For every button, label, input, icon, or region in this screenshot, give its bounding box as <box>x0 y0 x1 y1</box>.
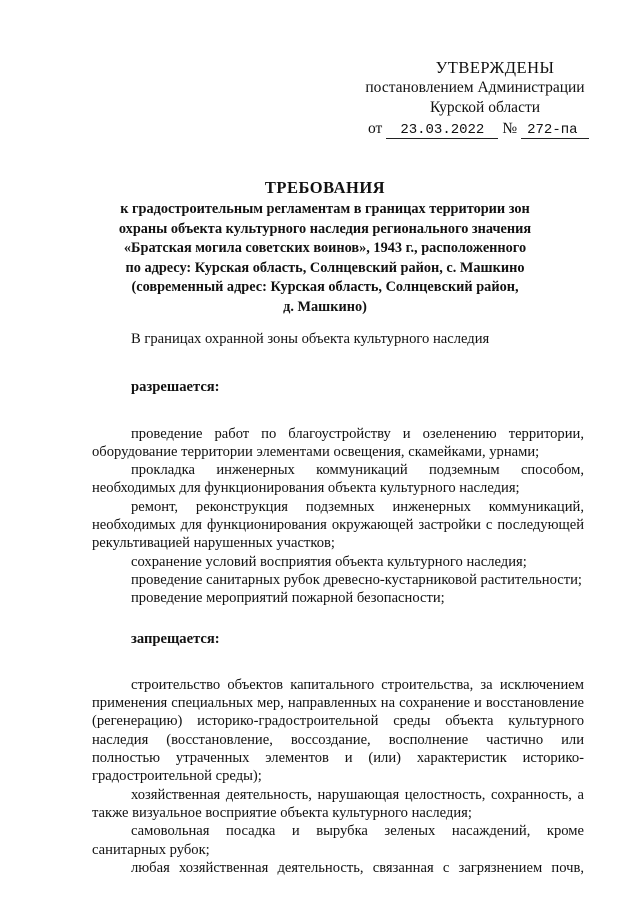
approval-date-line <box>368 119 590 139</box>
approval-stamp <box>360 58 590 139</box>
heading-line: к градостроительным регламентам в границах территории зон <box>120 201 530 217</box>
document-title: ТРЕБОВАНИЯ <box>264 178 386 197</box>
heading-line: по адресу: Курская область, Солнцевский район, с. Машкино <box>125 259 525 276</box>
allowed-item: проведение работ по благоустройству и озеленению территории, оборудование территории элементами освещения, скамейками, урнами; <box>92 425 584 460</box>
allowed-item: проведение мероприятий пожарной безопасности; <box>131 590 445 607</box>
allowed-item: проведение санитарных рубок древесно-кустарниковой растительности; <box>131 571 582 588</box>
document-body <box>92 330 584 877</box>
heading-line: (современный адрес: Курская область, Солнцевский район, <box>131 279 519 296</box>
heading-line: д. Машкино) <box>283 298 367 315</box>
date-prefix: от <box>368 120 383 137</box>
allowed-heading: разрешается: <box>131 379 220 396</box>
approval-date: 23.03.2022 <box>386 122 498 139</box>
heading-line: «Братская могила советских воинов», 1943 г., расположенного <box>123 240 527 257</box>
allowed-item: сохранение условий восприятия объекта культурного наследия; <box>131 553 527 570</box>
number-prefix: № <box>502 120 518 137</box>
forbidden-item: строительство объектов капитального строительства, за исключением применения специальных мер, направленных на сохранение и восстановление (регенерацию) историко-градостроительной среды объекта культурного наследия (восстановление, воссоздание, восполнение частично или полностью утраченных элементов и (или) характеристик историко-градостроительной среды); <box>92 676 584 785</box>
allowed-item: ремонт, реконструкция подземных инженерных коммуникаций, необходимых для функционирования окружающей застройки с последующей рекультивацией нарушенных участков; <box>92 498 584 552</box>
approval-title: УТВЕРЖДЕНЫ <box>435 58 555 77</box>
forbidden-item: любая хозяйственная деятельность, связанная с загрязнением почв, <box>131 859 584 876</box>
forbidden-item: самовольная посадка и вырубка зеленых насаждений, кроме санитарных рубок; <box>92 823 584 858</box>
document-heading <box>90 176 560 318</box>
approval-number: 272-па <box>521 122 589 139</box>
allowed-item: прокладка инженерных коммуникаций подземным способом, необходимых для функционирования объекта культурного наследия; <box>92 462 584 497</box>
heading-line: охраны объекта культурного наследия регионального значения <box>118 220 532 237</box>
forbidden-heading: запрещается: <box>131 630 220 647</box>
approval-line-1: постановлением Администрации <box>365 79 585 96</box>
forbidden-item: хозяйственная деятельность, нарушающая целостность, сохранность, а также визуальное восприятие объекта культурного наследия; <box>92 786 584 821</box>
approval-line-2: Курской области <box>429 99 541 116</box>
intro-paragraph: В границах охранной зоны объекта культурного наследия <box>131 331 490 347</box>
